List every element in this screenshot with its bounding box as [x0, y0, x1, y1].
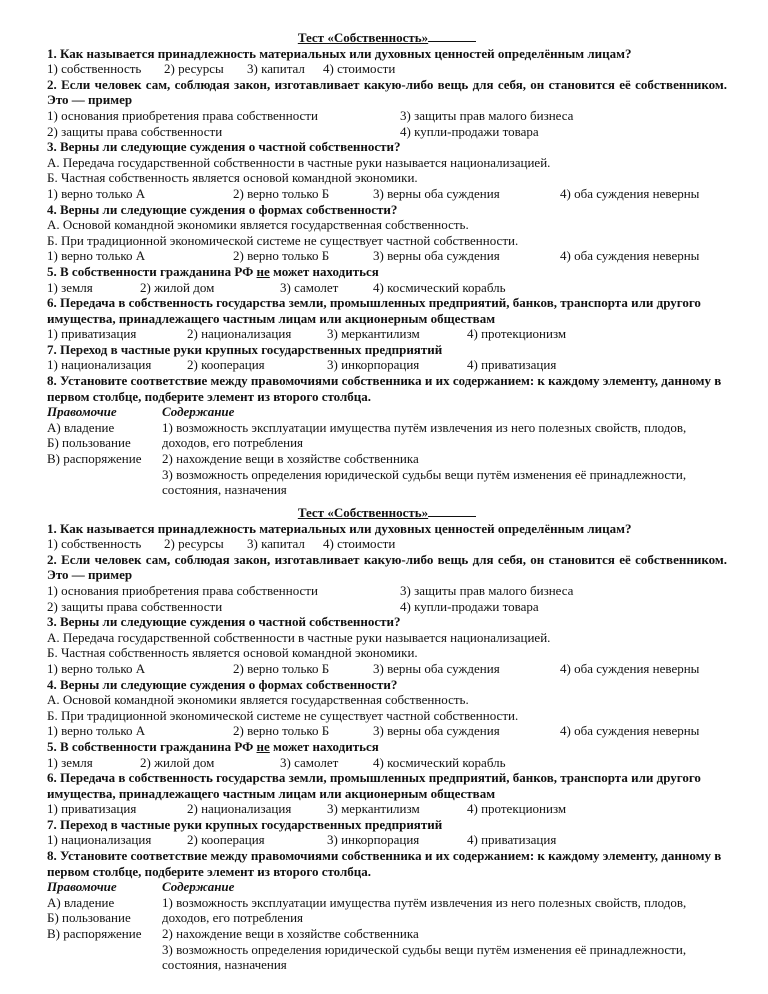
statement-b: Б. При традиционной экономической системе не существует частной собственности.: [47, 232, 519, 248]
option: 2) ресурсы: [164, 61, 224, 77]
option: 2) верно только Б: [233, 660, 330, 676]
option: 4) оба суждения неверны: [560, 723, 700, 739]
option: 4) оба суждения неверны: [560, 660, 700, 676]
test-title: Тест «Собственность»: [47, 505, 727, 521]
question-8: 8. Установите соответствие между правомочиями собственника и их содержанием: к каждому элементу, данному в первом столбце, подберите элемент из второго столбца.: [47, 373, 722, 404]
option: 4) купли-продажи товара: [400, 123, 539, 139]
rights-header: Правомочие: [47, 404, 117, 420]
content-item: 2) нахождение вещи в хозяйстве собственника: [162, 451, 419, 467]
option: 3) верны оба суждения: [373, 723, 500, 739]
option: 4) приватизация: [467, 832, 557, 848]
option: 3) верны оба суждения: [373, 660, 500, 676]
question-7: 7. Переход в частные руки крупных государственных предприятий: [47, 816, 443, 832]
option: 1) земля: [47, 754, 93, 770]
option: 3) самолет: [280, 754, 339, 770]
question-7: 7. Переход в частные руки крупных государственных предприятий: [47, 341, 443, 357]
right-item: В) распоряжение: [47, 926, 142, 942]
option: 1) основания приобретения права собственности: [47, 582, 318, 598]
option: 1) собственность: [47, 536, 142, 552]
statement-b: Б. Частная собственность является основой командной экономики.: [47, 645, 418, 661]
option: 3) защиты прав малого бизнеса: [400, 107, 574, 123]
question-2-options-row1: [47, 108, 727, 124]
content-item: 2) нахождение вещи в хозяйстве собственника: [162, 926, 419, 942]
question-4: 4. Верны ли следующие суждения о формах собственности?: [47, 201, 398, 217]
option: 3) капитал: [247, 61, 305, 77]
statement-a: А. Основой командной экономики является государственная собственность.: [47, 217, 469, 233]
question-5: 5. В собственности гражданина РФ не может находиться: [47, 263, 379, 279]
content-item: 3) возможность определения юридической судьбы вещи путём изменения её принадлежности, состояния, назначения: [162, 466, 687, 498]
right-item: А) владение: [47, 894, 115, 910]
question-4-options: [47, 248, 727, 264]
question-1: 1. Как называется принадлежность материальных или духовных ценностей определённым лицам?: [47, 520, 632, 536]
statement-a: А. Основой командной экономики является государственная собственность.: [47, 692, 469, 708]
right-item: Б) пользование: [47, 910, 131, 926]
statement-a: А. Передача государственной собственности в частные руки называется национализацией.: [47, 629, 551, 645]
option: 2) жилой дом: [140, 754, 215, 770]
option: 4) стоимости: [323, 61, 396, 77]
content-column: [162, 879, 727, 973]
rights-header: Правомочие: [47, 879, 117, 895]
test-copy-2: [47, 505, 727, 973]
option: 4) оба суждения неверны: [560, 248, 700, 264]
option: 1) приватизация: [47, 801, 137, 817]
question-4: 4. Верны ли следующие суждения о формах собственности?: [47, 676, 398, 692]
question-2: 2. Если человек сам, соблюдая закон, изготавливает какую-либо вещь для себя, он становится её собственником. Это — пример: [47, 76, 727, 108]
test-copy-1: [47, 30, 727, 498]
option: 3) верны оба суждения: [373, 248, 500, 264]
option: 3) инкорпорация: [327, 357, 420, 373]
option: 2) национализация: [187, 326, 292, 342]
option: 4) купли-продажи товара: [400, 598, 539, 614]
test-title: Тест «Собственность»: [47, 30, 727, 46]
question-6: 6. Передача в собственность государства земли, промышленных предприятий, банков, транспорта или другого имущества, принадлежащего частным лицам или акционерным обществам: [47, 770, 701, 801]
option: 3) капитал: [247, 536, 305, 552]
question-5: 5. В собственности гражданина РФ не может находиться: [47, 738, 379, 754]
option: 2) верно только Б: [233, 185, 330, 201]
question-6: 6. Передача в собственность государства земли, промышленных предприятий, банков, транспорта или другого имущества, принадлежащего частным лицам или акционерным обществам: [47, 295, 701, 326]
option: 1) приватизация: [47, 326, 137, 342]
option: 1) верно только А: [47, 723, 146, 739]
option: 2) кооперация: [187, 357, 265, 373]
content-item: 1) возможность эксплуатации имущества путём извлечения из него полезных свойств, плодов, доходов, его потребления: [162, 419, 687, 451]
question-1-options: [47, 536, 727, 552]
question-7-options: [47, 357, 727, 373]
option: 1) собственность: [47, 61, 142, 77]
option: 1) основания приобретения права собственности: [47, 107, 318, 123]
option: 2) жилой дом: [140, 279, 215, 295]
option: 4) протекционизм: [467, 801, 567, 817]
question-6-options: [47, 801, 727, 817]
question-1-options: [47, 61, 727, 77]
option: 2) верно только Б: [233, 723, 330, 739]
option: 4) космический корабль: [373, 754, 506, 770]
option: 4) оба суждения неверны: [560, 185, 700, 201]
option: 1) верно только А: [47, 248, 146, 264]
option: 2) ресурсы: [164, 536, 224, 552]
option: 1) верно только А: [47, 185, 146, 201]
question-4-options: [47, 723, 727, 739]
option: 3) меркантилизм: [327, 326, 420, 342]
question-1: 1. Как называется принадлежность материальных или духовных ценностей определённым лицам?: [47, 45, 632, 61]
option: 3) меркантилизм: [327, 801, 420, 817]
option: 1) национализация: [47, 832, 152, 848]
content-column: [162, 404, 727, 498]
option: 3) верны оба суждения: [373, 185, 500, 201]
option: 2) верно только Б: [233, 248, 330, 264]
option: 2) кооперация: [187, 832, 265, 848]
rights-column: [47, 404, 162, 466]
right-item: В) распоряжение: [47, 451, 142, 467]
option: 3) защиты прав малого бизнеса: [400, 582, 574, 598]
matching-table: [47, 879, 727, 973]
right-item: Б) пользование: [47, 435, 131, 451]
option: 1) верно только А: [47, 660, 146, 676]
question-2-options-row2: [47, 124, 727, 140]
statement-b: Б. При традиционной экономической системе не существует частной собственности.: [47, 707, 519, 723]
statement-a: А. Передача государственной собственности в частные руки называется национализацией.: [47, 154, 551, 170]
matching-table: [47, 404, 727, 498]
question-8: 8. Установите соответствие между правомочиями собственника и их содержанием: к каждому элементу, данному в первом столбце, подберите элемент из второго столбца.: [47, 848, 722, 879]
content-header: Содержание: [162, 404, 235, 420]
question-5-options: [47, 280, 727, 296]
content-item: 1) возможность эксплуатации имущества путём извлечения из него полезных свойств, плодов, доходов, его потребления: [162, 894, 687, 926]
option: 2) защиты права собственности: [47, 598, 223, 614]
content-header: Содержание: [162, 879, 235, 895]
option: 3) самолет: [280, 279, 339, 295]
option: 2) защиты права собственности: [47, 123, 223, 139]
question-3-options: [47, 661, 727, 677]
question-6-options: [47, 326, 727, 342]
statement-b: Б. Частная собственность является основой командной экономики.: [47, 170, 418, 186]
question-3: 3. Верны ли следующие суждения о частной собственности?: [47, 614, 401, 630]
question-2-options-row2: [47, 599, 727, 615]
option: 4) приватизация: [467, 357, 557, 373]
rights-column: [47, 879, 162, 941]
option: 1) земля: [47, 279, 93, 295]
question-3: 3. Верны ли следующие суждения о частной собственности?: [47, 139, 401, 155]
content-item: 3) возможность определения юридической судьбы вещи путём изменения её принадлежности, состояния, назначения: [162, 941, 687, 973]
question-5-options: [47, 755, 727, 771]
option: 4) стоимости: [323, 536, 396, 552]
right-item: А) владение: [47, 419, 115, 435]
option: 2) национализация: [187, 801, 292, 817]
question-2: 2. Если человек сам, соблюдая закон, изготавливает какую-либо вещь для себя, он становится её собственником. Это — пример: [47, 551, 727, 583]
option: 4) протекционизм: [467, 326, 567, 342]
option: 3) инкорпорация: [327, 832, 420, 848]
question-7-options: [47, 832, 727, 848]
question-3-options: [47, 186, 727, 202]
option: 1) национализация: [47, 357, 152, 373]
question-2-options-row1: [47, 583, 727, 599]
option: 4) космический корабль: [373, 279, 506, 295]
